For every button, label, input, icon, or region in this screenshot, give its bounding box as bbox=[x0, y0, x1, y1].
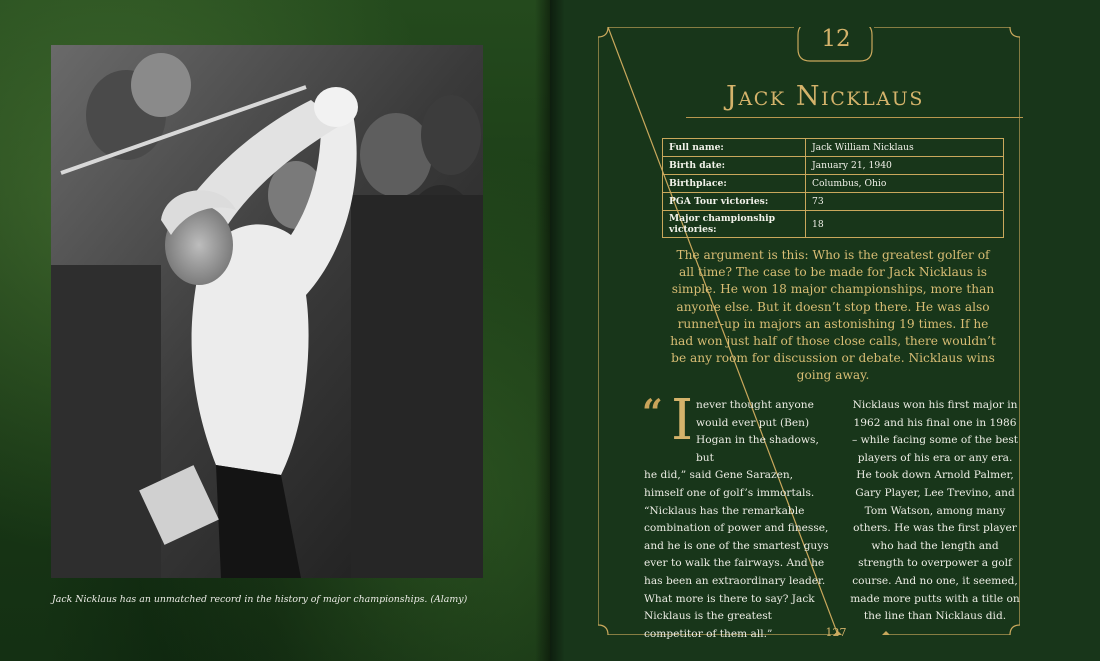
golfer-photo bbox=[51, 45, 483, 578]
photo-caption: Jack Nicklaus has an unmatched record in the history of major championships. (Alamy) bbox=[52, 594, 468, 605]
quote-line-3: Hogan in the shadows, but bbox=[696, 434, 819, 464]
quote-column bbox=[642, 392, 834, 643]
body-column: Nicklaus won his first major in 1962 and his final one in 1986 – while facing some of the best players of his era or any era. He took down Arnold Palmer, Gary Player, Lee Trevino, and Tom Watson, among many others. He was the first player who had the length and strength to overpower a golf course. And no one, it seemed, made more putts with a title on the line than Nicklaus did. bbox=[850, 399, 1020, 623]
quote-body: he did,” said Gene Sarazen, himself one of golf’s immortals. “Nicklaus has the remarkable combination of power and finesse, and he is one of the smartest guys ever to walk the fairways. And he has been an extraordinary leader. What more is there to say? Jack Nicklaus is the greatest competitor of them all.” bbox=[644, 469, 829, 640]
table-row bbox=[663, 211, 1004, 238]
quote-line-1: never thought anyone bbox=[696, 399, 814, 411]
drop-cap: I bbox=[671, 388, 694, 453]
table-row bbox=[663, 193, 1004, 211]
intro-paragraph: The argument is this: Who is the greatest golfer of all time? The case to be made for Jack Nicklaus is simple. He won 18 major championships, more than anyone else. But it doesn’t stop there. He was also runner-up in majors an astonishing 19 times. If he had won just half of those close calls, there wouldn’t be any room for discussion or debate. Nicklaus wins going away. bbox=[670, 248, 996, 383]
fact-value: 73 bbox=[806, 193, 1004, 211]
fact-value: Jack William Nicklaus bbox=[806, 139, 1004, 157]
fact-label: Birth date: bbox=[663, 157, 806, 175]
chapter-number: 12 bbox=[821, 26, 851, 52]
title-divider bbox=[686, 117, 1023, 118]
fact-label: PGA Tour victories: bbox=[663, 193, 806, 211]
table-row bbox=[663, 175, 1004, 193]
fact-label: Full name: bbox=[663, 139, 806, 157]
fact-value: January 21, 1940 bbox=[806, 157, 1004, 175]
fact-label: Major championship victories: bbox=[663, 211, 806, 238]
chapter-title: Jack Nicklaus bbox=[726, 81, 924, 112]
fact-value: 18 bbox=[806, 211, 1004, 238]
golfer-photo-illustration bbox=[51, 45, 483, 578]
quote-line-2: would ever put (Ben) bbox=[696, 416, 810, 429]
table-row bbox=[663, 157, 1004, 175]
right-page bbox=[550, 0, 1100, 661]
book-gutter bbox=[535, 0, 565, 661]
table-row bbox=[663, 139, 1004, 157]
quote-mark: “ bbox=[642, 392, 663, 434]
fact-label: Birthplace: bbox=[663, 175, 806, 193]
facts-table bbox=[662, 138, 1004, 238]
page-number: 127 bbox=[825, 626, 847, 639]
fact-value: Columbus, Ohio bbox=[806, 175, 1004, 193]
